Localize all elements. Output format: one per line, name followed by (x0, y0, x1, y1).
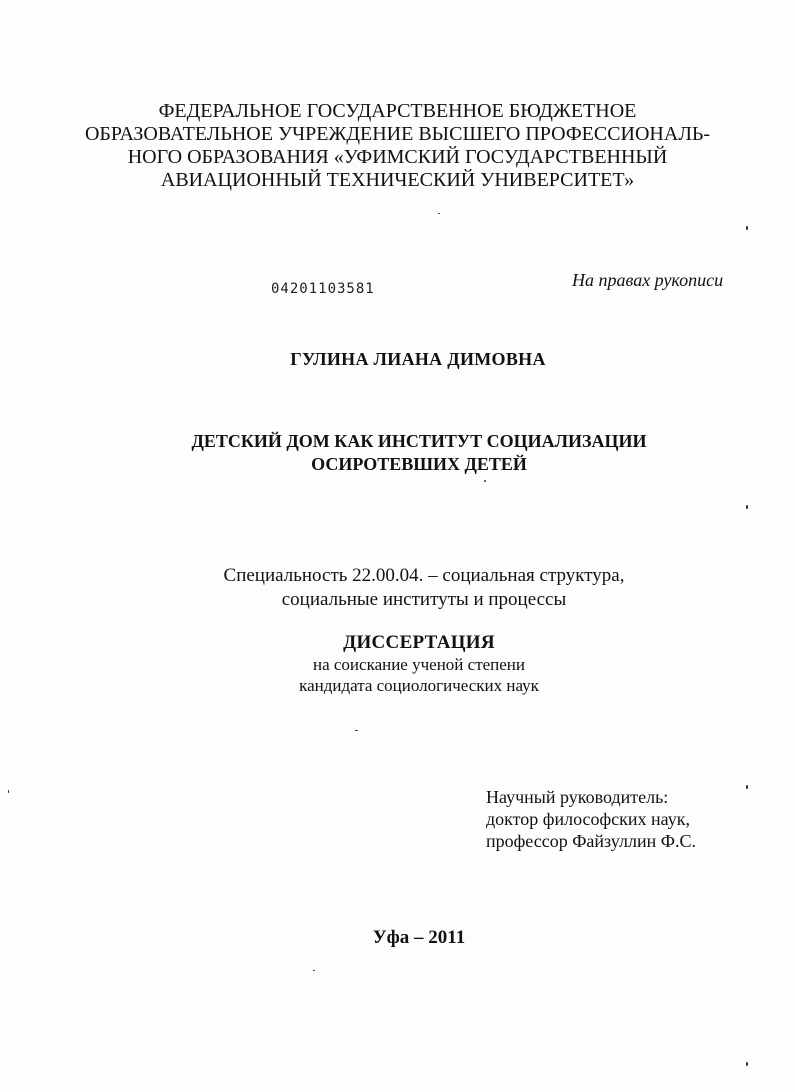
institution-line: ФЕДЕРАЛЬНОЕ ГОСУДАРСТВЕННОЕ БЮДЖЕТНОЕ (158, 100, 637, 122)
specialty-info (0, 564, 795, 612)
supervisor-info (486, 786, 696, 852)
institution-line: НОГО ОБРАЗОВАНИЯ «УФИМСКИЙ ГОСУДАРСТВЕННЫЙ (127, 146, 668, 168)
title-line: ДЕТСКИЙ ДОМ КАК ИНСТИТУТ СОЦИАЛИЗАЦИИ (191, 431, 647, 451)
scan-speck (746, 1062, 748, 1066)
scan-speck (355, 730, 358, 731)
scan-speck (746, 785, 748, 789)
scan-speck (8, 790, 9, 793)
scan-speck (746, 226, 748, 230)
degree-line: кандидата социологических наук (299, 676, 539, 695)
scan-speck (438, 213, 440, 214)
institution-line: ОБРАЗОВАТЕЛЬНОЕ УЧРЕЖДЕНИЕ ВЫСШЕГО ПРОФЕССИОНАЛЬ- (84, 123, 711, 145)
author-name: ГУЛИНА ЛИАНА ДИМОВНА (290, 349, 546, 369)
institution-line: АВИАЦИОННЫЙ ТЕХНИЧЕСКИЙ УНИВЕРСИТЕТ» (160, 169, 635, 191)
institution-name (0, 100, 795, 192)
registry-number: 04201103581 (271, 281, 375, 297)
dissertation-heading: ДИССЕРТАЦИЯ (343, 632, 495, 653)
supervisor-line: профессор Файзуллин Ф.С. (486, 831, 696, 851)
scan-speck (746, 505, 748, 509)
city-year: Уфа – 2011 (372, 927, 466, 948)
dissertation-degree-info (0, 632, 795, 696)
scan-speck (313, 970, 315, 971)
dissertation-title (0, 430, 795, 476)
scan-speck (484, 480, 486, 482)
supervisor-line: Научный руководитель: (486, 787, 669, 807)
title-line: ОСИРОТЕВШИХ ДЕТЕЙ (311, 454, 527, 474)
specialty-line: Специальность 22.00.04. – социальная структура, (223, 565, 625, 586)
degree-line: на соискание ученой степени (312, 655, 526, 674)
supervisor-line: доктор философских наук, (486, 809, 690, 829)
manuscript-rights-note: На правах рукописи (572, 270, 724, 290)
specialty-line: социальные институты и процессы (281, 589, 567, 610)
